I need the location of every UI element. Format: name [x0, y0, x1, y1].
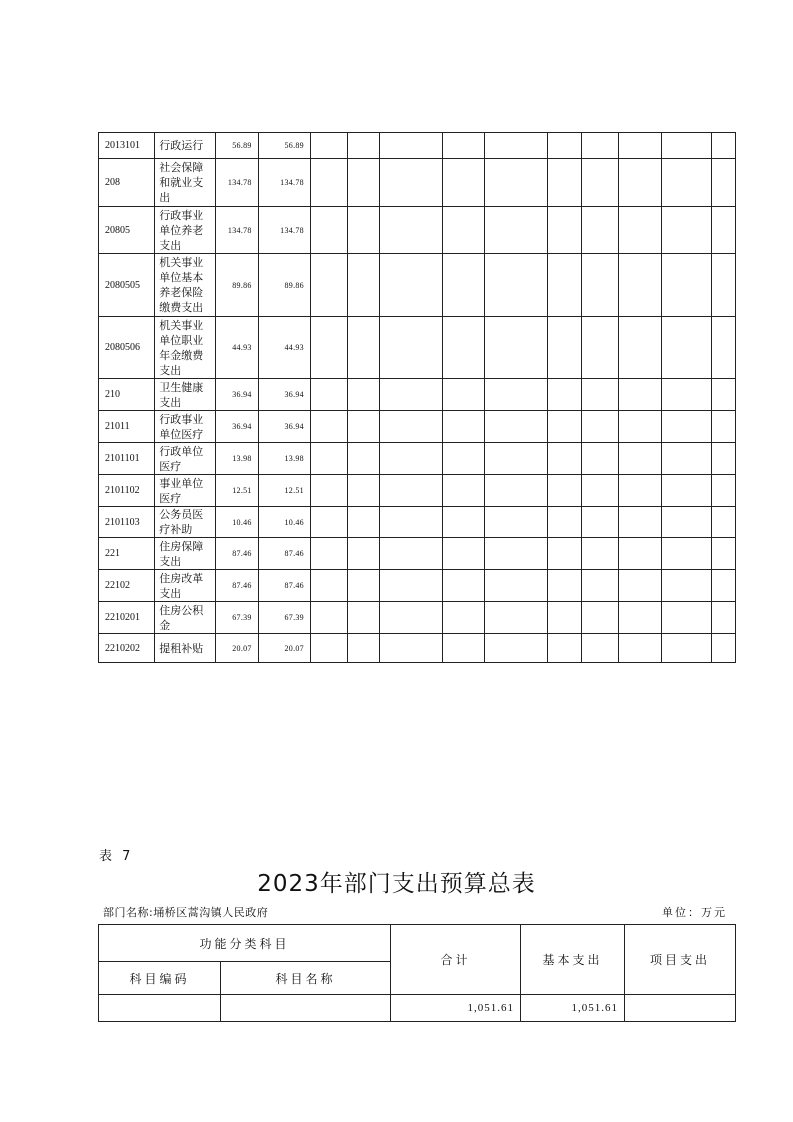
- empty-cell: [310, 475, 347, 507]
- subject-name-cell: 机关事业单位职业年金缴费支出: [155, 317, 215, 379]
- empty-cell: [310, 207, 347, 254]
- empty-cell: [348, 538, 380, 570]
- table-row: [99, 602, 736, 634]
- unit-label: 单位：万元: [662, 906, 727, 919]
- empty-cell: [619, 602, 661, 634]
- empty-cell: [548, 602, 582, 634]
- empty-cell: [711, 317, 735, 379]
- empty-cell: [619, 133, 661, 159]
- empty-cell: [380, 411, 442, 443]
- empty-cell: [310, 538, 347, 570]
- empty-cell: [582, 159, 619, 207]
- empty-cell: [348, 570, 380, 602]
- empty-cell: [348, 602, 380, 634]
- empty-cell: [711, 207, 735, 254]
- empty-cell: [711, 133, 735, 159]
- empty-cell: [442, 317, 484, 379]
- total-cell: 89.86: [215, 254, 258, 317]
- empty-cell: [582, 133, 619, 159]
- empty-cell: [442, 207, 484, 254]
- empty-cell: [380, 475, 442, 507]
- empty-cell: [380, 379, 442, 411]
- empty-cell: [619, 475, 661, 507]
- empty-cell: [548, 538, 582, 570]
- subject-name-cell: 机关事业单位基本养老保险缴费支出: [155, 254, 215, 317]
- subject-code-cell: 22102: [99, 570, 155, 602]
- empty-cell: [348, 207, 380, 254]
- basic-cell: 89.86: [258, 254, 310, 317]
- total-cell: 20.07: [215, 634, 258, 663]
- empty-cell: [582, 207, 619, 254]
- table-row: [99, 254, 736, 317]
- total-cell: 67.39: [215, 602, 258, 634]
- table-row: [99, 570, 736, 602]
- empty-cell: [711, 411, 735, 443]
- header-project-expenditure: 项目支出: [625, 925, 736, 995]
- empty-cell: [619, 634, 661, 663]
- subject-code-cell: 210: [99, 379, 155, 411]
- total-cell: 13.98: [215, 443, 258, 475]
- empty-cell: [582, 570, 619, 602]
- subject-code-cell: 2101103: [99, 507, 155, 538]
- empty-cell: [619, 207, 661, 254]
- empty-cell: [548, 570, 582, 602]
- empty-cell: [348, 507, 380, 538]
- empty-cell: [619, 507, 661, 538]
- empty-cell: [310, 317, 347, 379]
- empty-cell: [310, 159, 347, 207]
- empty-cell: [661, 159, 711, 207]
- empty-cell: [711, 159, 735, 207]
- empty-cell: [348, 133, 380, 159]
- empty-cell: [380, 507, 442, 538]
- empty-cell: [310, 602, 347, 634]
- subject-code-cell: 21011: [99, 411, 155, 443]
- empty-cell: [661, 411, 711, 443]
- subject-code-cell: 20805: [99, 207, 155, 254]
- empty-cell: [661, 475, 711, 507]
- empty-cell: [548, 443, 582, 475]
- basic-cell: 134.78: [258, 159, 310, 207]
- empty-cell: [711, 570, 735, 602]
- cell-total: 1,051.61: [391, 995, 521, 1022]
- empty-cell: [582, 634, 619, 663]
- empty-cell: [619, 379, 661, 411]
- empty-cell: [442, 159, 484, 207]
- subject-name-cell: 行政事业单位养老支出: [155, 207, 215, 254]
- empty-cell: [484, 317, 547, 379]
- total-cell: 87.46: [215, 570, 258, 602]
- subject-name-cell: 行政运行: [155, 133, 215, 159]
- empty-cell: [484, 379, 547, 411]
- empty-cell: [484, 475, 547, 507]
- total-cell: 12.51: [215, 475, 258, 507]
- basic-cell: 134.78: [258, 207, 310, 254]
- empty-cell: [661, 634, 711, 663]
- total-cell: 44.93: [215, 317, 258, 379]
- empty-cell: [442, 570, 484, 602]
- empty-cell: [548, 379, 582, 411]
- subject-name-cell: 卫生健康支出: [155, 379, 215, 411]
- empty-cell: [442, 475, 484, 507]
- empty-cell: [661, 443, 711, 475]
- empty-cell: [661, 570, 711, 602]
- empty-cell: [548, 317, 582, 379]
- empty-cell: [310, 379, 347, 411]
- total-cell: 36.94: [215, 411, 258, 443]
- empty-cell: [619, 254, 661, 317]
- subject-name-cell: 住房改革支出: [155, 570, 215, 602]
- empty-cell: [380, 254, 442, 317]
- empty-cell: [582, 602, 619, 634]
- table-row: [99, 538, 736, 570]
- basic-cell: 36.94: [258, 379, 310, 411]
- empty-cell: [484, 538, 547, 570]
- empty-cell: [582, 379, 619, 411]
- header-function-classification: 功能分类科目: [99, 925, 391, 962]
- empty-cell: [582, 538, 619, 570]
- subject-code-cell: 2101101: [99, 443, 155, 475]
- total-cell: 36.94: [215, 379, 258, 411]
- empty-cell: [442, 254, 484, 317]
- empty-cell: [661, 207, 711, 254]
- empty-cell: [310, 411, 347, 443]
- basic-cell: 44.93: [258, 317, 310, 379]
- empty-cell: [619, 317, 661, 379]
- subject-name-cell: 行政单位医疗: [155, 443, 215, 475]
- total-cell: 56.89: [215, 133, 258, 159]
- empty-cell: [582, 411, 619, 443]
- empty-cell: [661, 133, 711, 159]
- empty-cell: [619, 411, 661, 443]
- empty-cell: [442, 538, 484, 570]
- table-row: [99, 317, 736, 379]
- empty-cell: [348, 475, 380, 507]
- empty-cell: [582, 443, 619, 475]
- empty-cell: [310, 443, 347, 475]
- basic-cell: 87.46: [258, 570, 310, 602]
- subject-name-cell: 行政事业单位医疗: [155, 411, 215, 443]
- empty-cell: [348, 254, 380, 317]
- basic-cell: 87.46: [258, 538, 310, 570]
- total-cell: 134.78: [215, 207, 258, 254]
- table-row: [99, 411, 736, 443]
- subject-name-cell: 住房公积金: [155, 602, 215, 634]
- empty-cell: [442, 443, 484, 475]
- basic-cell: 12.51: [258, 475, 310, 507]
- empty-cell: [711, 254, 735, 317]
- empty-cell: [582, 475, 619, 507]
- empty-cell: [548, 475, 582, 507]
- empty-cell: [548, 507, 582, 538]
- empty-cell: [442, 379, 484, 411]
- table-row: [99, 159, 736, 207]
- page-title: 2023年部门支出预算总表: [257, 871, 536, 897]
- empty-cell: [348, 317, 380, 379]
- empty-cell: [442, 602, 484, 634]
- empty-cell: [484, 133, 547, 159]
- cell-name: [221, 995, 391, 1022]
- empty-cell: [711, 602, 735, 634]
- empty-cell: [711, 379, 735, 411]
- empty-cell: [548, 634, 582, 663]
- empty-cell: [548, 411, 582, 443]
- table-row: [99, 995, 736, 1022]
- empty-cell: [582, 254, 619, 317]
- empty-cell: [661, 602, 711, 634]
- empty-cell: [348, 379, 380, 411]
- subject-name-cell: 社会保障和就业支出: [155, 159, 215, 207]
- total-cell: 134.78: [215, 159, 258, 207]
- empty-cell: [548, 133, 582, 159]
- empty-cell: [661, 538, 711, 570]
- empty-cell: [484, 207, 547, 254]
- empty-cell: [484, 254, 547, 317]
- total-cell: 87.46: [215, 538, 258, 570]
- table-row: [99, 207, 736, 254]
- empty-cell: [380, 443, 442, 475]
- empty-cell: [380, 159, 442, 207]
- empty-cell: [548, 254, 582, 317]
- empty-cell: [310, 133, 347, 159]
- empty-cell: [484, 411, 547, 443]
- empty-cell: [442, 507, 484, 538]
- total-cell: 10.46: [215, 507, 258, 538]
- empty-cell: [711, 507, 735, 538]
- basic-cell: 10.46: [258, 507, 310, 538]
- empty-cell: [484, 443, 547, 475]
- header-basic-expenditure: 基本支出: [521, 925, 625, 995]
- cell-project: [625, 995, 736, 1022]
- subject-code-cell: 2013101: [99, 133, 155, 159]
- table-row: [99, 507, 736, 538]
- subject-name-cell: 住房保障支出: [155, 538, 215, 570]
- empty-cell: [484, 570, 547, 602]
- basic-cell: 20.07: [258, 634, 310, 663]
- table-row: [99, 133, 736, 159]
- empty-cell: [711, 475, 735, 507]
- empty-cell: [348, 411, 380, 443]
- empty-cell: [484, 159, 547, 207]
- empty-cell: [348, 443, 380, 475]
- empty-cell: [661, 254, 711, 317]
- basic-cell: 56.89: [258, 133, 310, 159]
- empty-cell: [442, 634, 484, 663]
- subject-name-cell: 事业单位医疗: [155, 475, 215, 507]
- expenditure-detail-table: [98, 132, 736, 663]
- empty-cell: [661, 379, 711, 411]
- basic-cell: 13.98: [258, 443, 310, 475]
- empty-cell: [380, 570, 442, 602]
- table-row: [99, 443, 736, 475]
- empty-cell: [310, 634, 347, 663]
- empty-cell: [380, 207, 442, 254]
- empty-cell: [582, 507, 619, 538]
- empty-cell: [380, 317, 442, 379]
- empty-cell: [711, 634, 735, 663]
- empty-cell: [619, 570, 661, 602]
- subject-code-cell: 2080506: [99, 317, 155, 379]
- empty-cell: [661, 507, 711, 538]
- empty-cell: [348, 159, 380, 207]
- cell-basic: 1,051.61: [521, 995, 625, 1022]
- subject-code-cell: 2210201: [99, 602, 155, 634]
- empty-cell: [582, 317, 619, 379]
- basic-cell: 36.94: [258, 411, 310, 443]
- header-subject-code: 科目编码: [99, 962, 221, 995]
- table-row: [99, 634, 736, 663]
- department-name: 部门名称:埇桥区蒿沟镇人民政府: [103, 906, 269, 919]
- empty-cell: [310, 507, 347, 538]
- empty-cell: [380, 133, 442, 159]
- basic-cell: 67.39: [258, 602, 310, 634]
- empty-cell: [442, 133, 484, 159]
- empty-cell: [380, 538, 442, 570]
- empty-cell: [442, 411, 484, 443]
- empty-cell: [711, 443, 735, 475]
- empty-cell: [619, 538, 661, 570]
- empty-cell: [661, 317, 711, 379]
- empty-cell: [484, 602, 547, 634]
- empty-cell: [619, 159, 661, 207]
- empty-cell: [380, 634, 442, 663]
- empty-cell: [348, 634, 380, 663]
- empty-cell: [310, 570, 347, 602]
- header-total: 合计: [391, 925, 521, 995]
- subject-name-cell: 公务员医疗补助: [155, 507, 215, 538]
- subject-code-cell: 2101102: [99, 475, 155, 507]
- subject-name-cell: 提租补贴: [155, 634, 215, 663]
- expenditure-summary-table: [98, 924, 736, 1022]
- subject-code-cell: 221: [99, 538, 155, 570]
- cell-code: [99, 995, 221, 1022]
- table-row: [99, 475, 736, 507]
- empty-cell: [619, 443, 661, 475]
- subject-code-cell: 2080505: [99, 254, 155, 317]
- empty-cell: [380, 602, 442, 634]
- subject-code-cell: 2210202: [99, 634, 155, 663]
- empty-cell: [310, 254, 347, 317]
- empty-cell: [548, 159, 582, 207]
- empty-cell: [548, 207, 582, 254]
- empty-cell: [711, 538, 735, 570]
- header-subject-name: 科目名称: [221, 962, 391, 995]
- subject-code-cell: 208: [99, 159, 155, 207]
- empty-cell: [484, 507, 547, 538]
- table-number: 表 7: [99, 849, 134, 864]
- table-row: [99, 379, 736, 411]
- empty-cell: [484, 634, 547, 663]
